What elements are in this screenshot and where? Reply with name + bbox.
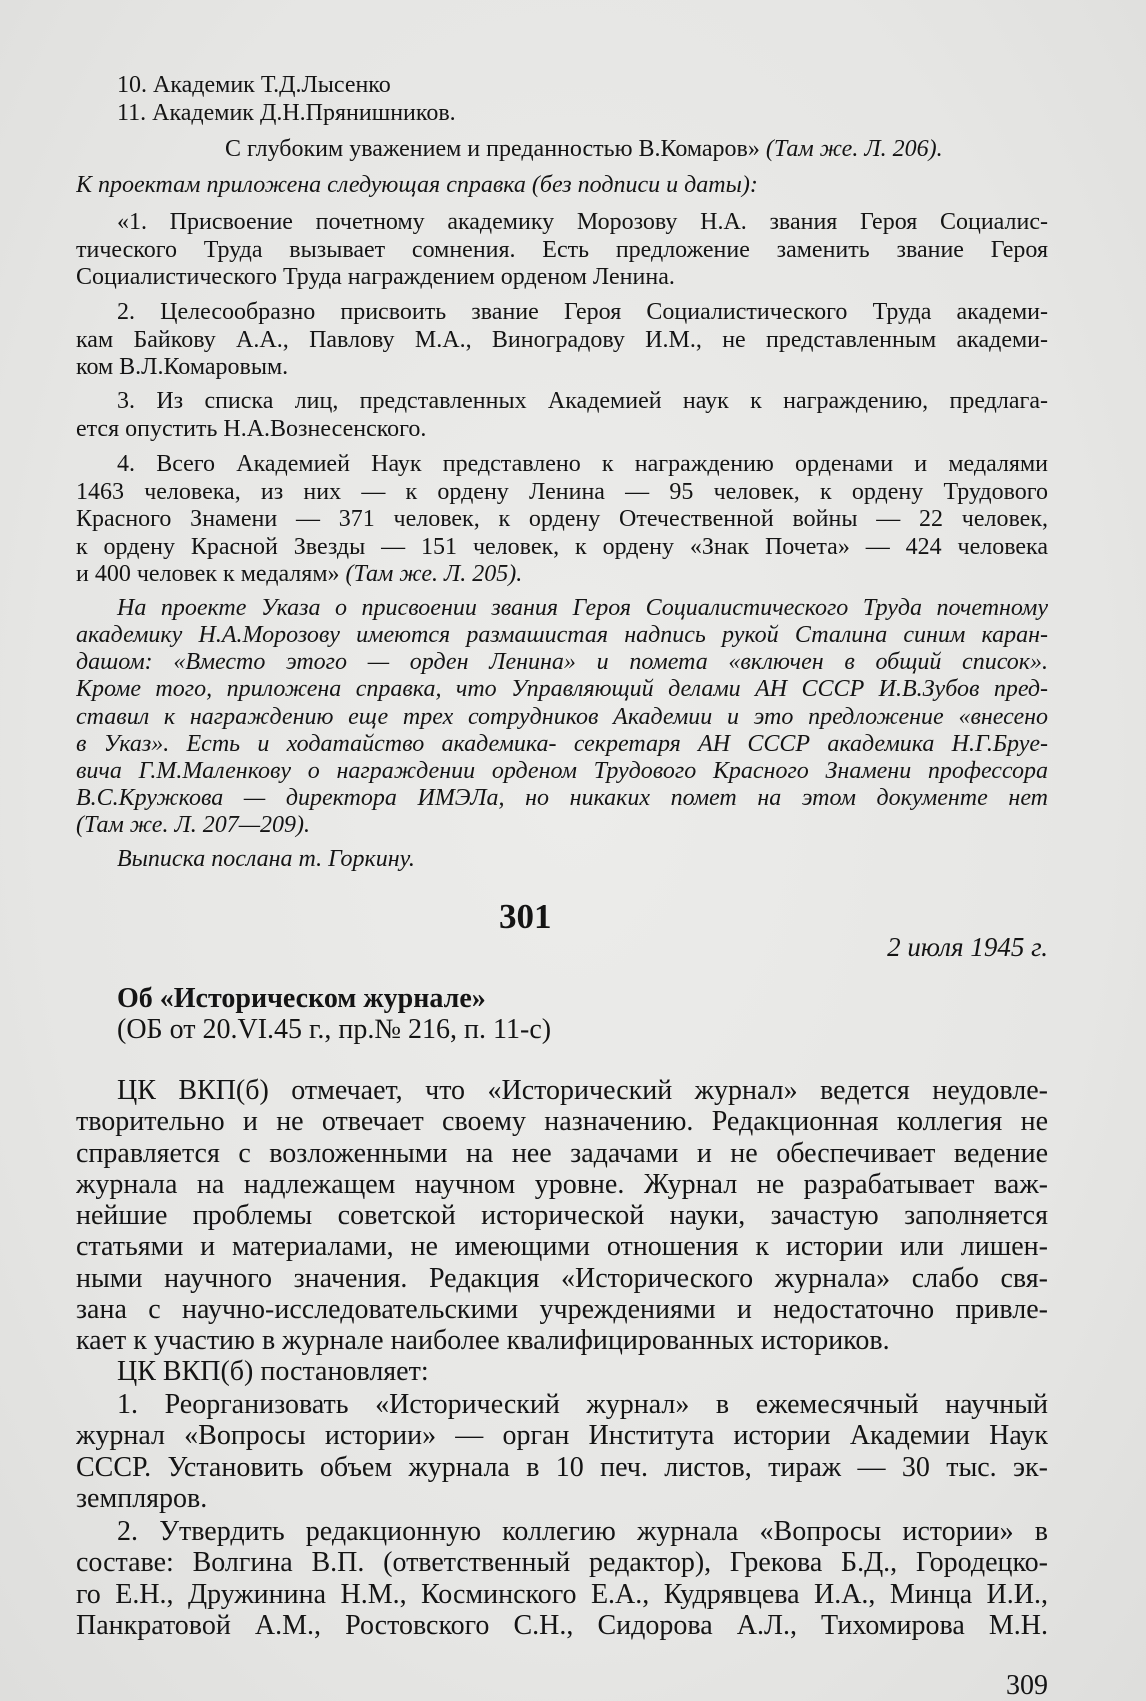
text-line: журнала на надлежащем научном уровне. Журнал не разрабатывает важ- (76, 1168, 1048, 1200)
reference-paragraph-4 (76, 451, 1048, 589)
text-line: 1463 человека, из них — к ордену Ленина — 95 человек, к ордену Трудового (76, 478, 1048, 505)
reference-paragraph-1 (76, 209, 1048, 292)
source-reference: (Там же. Л. 206). (765, 136, 943, 162)
text-line: ЦК ВКП(б) отмечает, что «Исторический журнал» ведется неудовле- (117, 1075, 1048, 1106)
text-line: ставил к награждению еще трех сотрудников Академии и это предложение «внесено (76, 703, 1048, 730)
text-line: творительно и не отвечает своему назначению. Редакционная коллегия не (76, 1106, 1048, 1138)
text-line: кает к участию в журнале наиболее квалифицированных историков. (76, 1325, 890, 1357)
list-item: 10. Академик Т.Д.Лысенко (117, 72, 391, 98)
protocol-reference-text: (ОБ от 20.VI.45 г., пр.№ 216, п. 11-с) (117, 1014, 552, 1045)
document-title (76, 983, 1048, 1014)
text-line: На проекте Указа о присвоении звания Героя Социалистического Труда почетному (117, 595, 1048, 621)
resolution-point-1 (76, 1389, 1048, 1514)
note-intro-text: К проектам приложена следующая справка (без подписи и даты): (76, 172, 758, 198)
reference-paragraph-2 (76, 299, 1048, 382)
editor-note (76, 595, 1048, 839)
text-line: вича Г.М.Маленкову о награждении орденом Трудового Красного Знамени профессора (76, 757, 1048, 784)
text-line: ными научного значения. Редакция «Исторического журнала» слабо свя- (76, 1262, 1048, 1294)
text-line: нейшие проблемы советской исторической науки, зачастую заполняется (76, 1200, 1048, 1232)
closing-text: С глубоким уважением и преданностью В.Комаров» (225, 136, 760, 162)
preamble-paragraph (76, 1075, 1048, 1357)
text-line: Панкратовой А.М., Ростовского С.Н., Сидорова А.Л., Тихомирова М.Н. (76, 1609, 1048, 1641)
text-line: тического Труда вызывает сомнения. Есть предложение заменить звание Героя (76, 236, 1048, 263)
text-line: 2. Целесообразно присвоить звание Героя Социалистического Труда академи- (117, 299, 1048, 325)
list-item: 11. Академик Д.Н.Прянишников. (117, 99, 456, 126)
resolution-intro (76, 1356, 1048, 1387)
text-line: Красного Знамени — 371 человек, к ордену Отечественной войны — 22 человек, (76, 506, 1048, 533)
page-number: 309 (1006, 1670, 1048, 1701)
protocol-reference (76, 1014, 1048, 1045)
note-intro (76, 172, 1048, 200)
text-line: 2. Утвердить редакционную коллегию журнала «Вопросы истории» в (117, 1516, 1048, 1547)
document-number: 301 (499, 897, 552, 936)
dispatch-note (76, 846, 1048, 874)
text-line: «1. Присвоение почетному академику Морозову Н.А. звания Героя Социалис- (117, 209, 1048, 235)
letter-signatory-list (76, 72, 1048, 127)
text-line: Кроме того, приложена справка, что Управляющий делами АН СССР И.В.Зубов пред- (76, 676, 1048, 703)
text-line: журнал «Вопросы истории» — орган Института истории Академии Наук (76, 1420, 1048, 1452)
text-line: земпляров. (76, 1482, 208, 1514)
text-line: (Там же. Л. 207—209). (76, 812, 311, 839)
text-line: В.С.Кружкова — директора ИМЭЛа, но никаких помет на этом документе нет (76, 784, 1048, 811)
text-segment: и 400 человек к медалям» (76, 561, 340, 588)
text-line: составе: Волгина В.П. (ответственный редактор), Грекова Б.Д., Городецко- (76, 1547, 1048, 1579)
letter-closing (225, 136, 943, 164)
text-line: СССР. Установить объем журнала в 10 печ. листов, тираж — 30 тыс. эк- (76, 1451, 1048, 1483)
text-line: го Е.Н., Дружинина Н.М., Косминского Е.А., Кудрявцева И.А., Минца И.И., (76, 1578, 1048, 1610)
text-line: справляется с возложенными на нее задачами и не обеспечивает ведение (76, 1137, 1048, 1169)
text-line: Социалистического Труда награждением орденом Ленина. (76, 264, 675, 291)
text-line: дашом: «Вместо этого — орден Ленина» и помета «включен в общий список». (76, 649, 1048, 676)
document-date: 2 июля 1945 г. (887, 932, 1048, 962)
text-line: к ордену Красной Звезды — 151 человек, к ордену «Знак Почета» — 424 человека (76, 533, 1048, 560)
text-line: 1. Реорганизовать «Исторический журнал» в ежемесячный научный (117, 1389, 1048, 1420)
text-line: академику Н.А.Морозову имеются размашистая надпись рукой Сталина синим каран- (76, 622, 1048, 649)
text-line: 4. Всего Академией Наук представлено к награждению орденами и медалями (117, 451, 1048, 477)
text-line: в Указ». Есть и ходатайство академика- секретаря АН СССР академика Н.Г.Бруе- (76, 730, 1048, 757)
text-line (76, 561, 1048, 589)
resolution-point-2 (76, 1516, 1048, 1641)
reference-paragraph-3 (76, 388, 1048, 443)
resolution-intro-text: ЦК ВКП(б) постановляет: (117, 1356, 429, 1387)
text-line: статьями и материалами, не имеющими отношения к истории или лишен- (76, 1231, 1048, 1263)
dispatch-note-text: Выписка послана т. Горкину. (117, 846, 415, 872)
text-line: ется опустить Н.А.Вознесенского. (76, 415, 427, 442)
document-title-text: Об «Историческом журнале» (117, 983, 486, 1014)
text-line: ком В.Л.Комаровым. (76, 354, 289, 381)
source-reference: (Там же. Л. 205). (345, 561, 523, 588)
text-line: кам Байкову А.А., Павлову М.А., Виноградову И.М., не представленным академи- (76, 326, 1048, 353)
text-line: зана с научно-исследовательскими учреждениями и недостаточно привле- (76, 1294, 1048, 1326)
text-line: 3. Из списка лиц, представленных Академией наук к награждению, предлага- (117, 388, 1048, 414)
